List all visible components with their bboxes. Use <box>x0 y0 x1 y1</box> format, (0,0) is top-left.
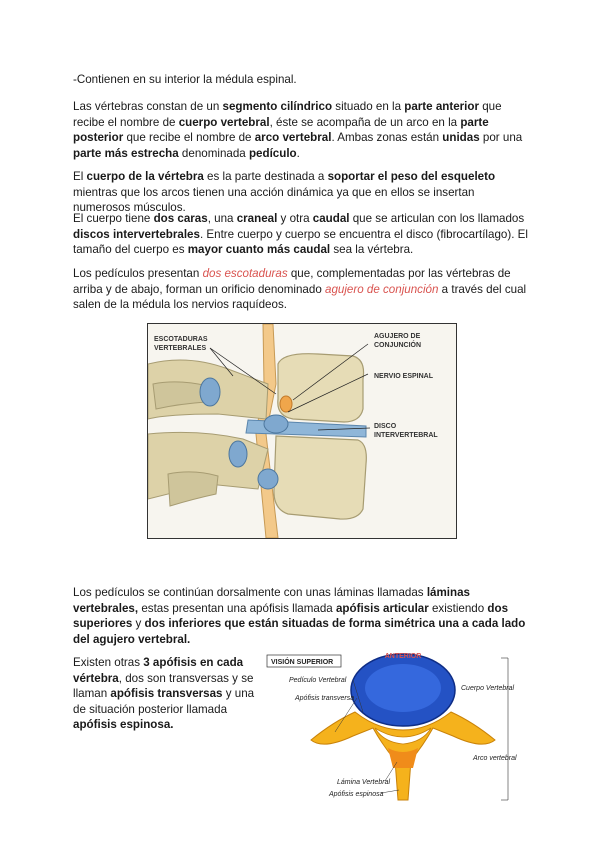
figure-superior-view <box>263 650 527 805</box>
paragraph-pediculos: Los pedículos presentan dos escotaduras que, complementadas por las vértebras de arriba y de abajo, forman un orificio denominado agujero de conjunción a través del cual salen de la médula los nervios raquídeos. <box>73 267 527 311</box>
label-nervio-espinal: NERVIO ESPINAL <box>374 373 433 380</box>
label-intervertebral: INTERVERTEBRAL <box>374 432 438 439</box>
paragraph-caras: El cuerpo tiene dos caras, una craneal y otra caudal que se articulan con los llamados discos intervertebrales. Entre cuerpo y cuerpo se encuentra el disco (fibrocartílago). El tamaño del cuerpo es mayor cuanto más caudal sea la vértebra. <box>73 212 528 256</box>
paragraph-laminas: Los pedículos se continúan dorsalmente con unas láminas llamadas láminas vertebrales, estas presentan una apófisis llamada apófisis articular existiendo dos superiores y dos inferiores que están situadas de forma simétrica una a cada lado del agujero vertebral. <box>73 586 526 646</box>
label-pediculo: Pedículo Vertebral <box>289 677 347 684</box>
paragraph-cuerpo: El cuerpo de la vértebra es la parte destinada a soportar el peso del esqueleto mientras que los arcos tienen una acción dinámica ya que en ellos se insertan numerosos músculos. <box>73 170 496 214</box>
label-anterior: ANTERIOR <box>384 653 422 660</box>
label-transversa: Apófisis transversa <box>295 695 355 702</box>
paragraph-segments: Las vértebras constan de un segmento cilíndrico situado en la parte anterior que recibe el nombre de cuerpo vertebral, éste se acompaña de un arco en la parte posterior que recibe el nombre de arco vertebral. Ambas zonas están unidas por una parte más estrecha denominada pedículo. <box>73 100 523 160</box>
label-escotaduras: ESCOTADURAS <box>154 336 208 343</box>
paragraph-apofisis: Existen otras 3 apófisis en cada vértebra, dos son transversas y se llaman apófisis transversas y una de situación posterior llamada apófisis espinosa. <box>73 656 255 731</box>
label-lamina: Lámina Vertebral <box>337 779 391 786</box>
label-cuerpo-vertebral: Cuerpo Vertebral <box>461 685 515 692</box>
label-arco-vertebral: Arco vertebral <box>473 755 517 762</box>
intro-line: -Contienen en su interior la médula espinal. <box>73 73 297 86</box>
lateral-vertebrae-illustration <box>148 324 456 538</box>
label-vertebrales: VERTEBRALES <box>154 345 207 352</box>
label-disco: DISCO <box>374 423 397 430</box>
label-espinosa: Apófisis espinosa <box>329 791 384 798</box>
superior-view-illustration <box>263 650 527 805</box>
figure-lateral-vertebrae <box>147 323 457 539</box>
label-agujero: AGUJERO DE <box>374 333 421 340</box>
label-vision-superior: VISIÓN SUPERIOR <box>271 659 334 666</box>
label-conjuncion: CONJUNCIÓN <box>374 342 422 349</box>
